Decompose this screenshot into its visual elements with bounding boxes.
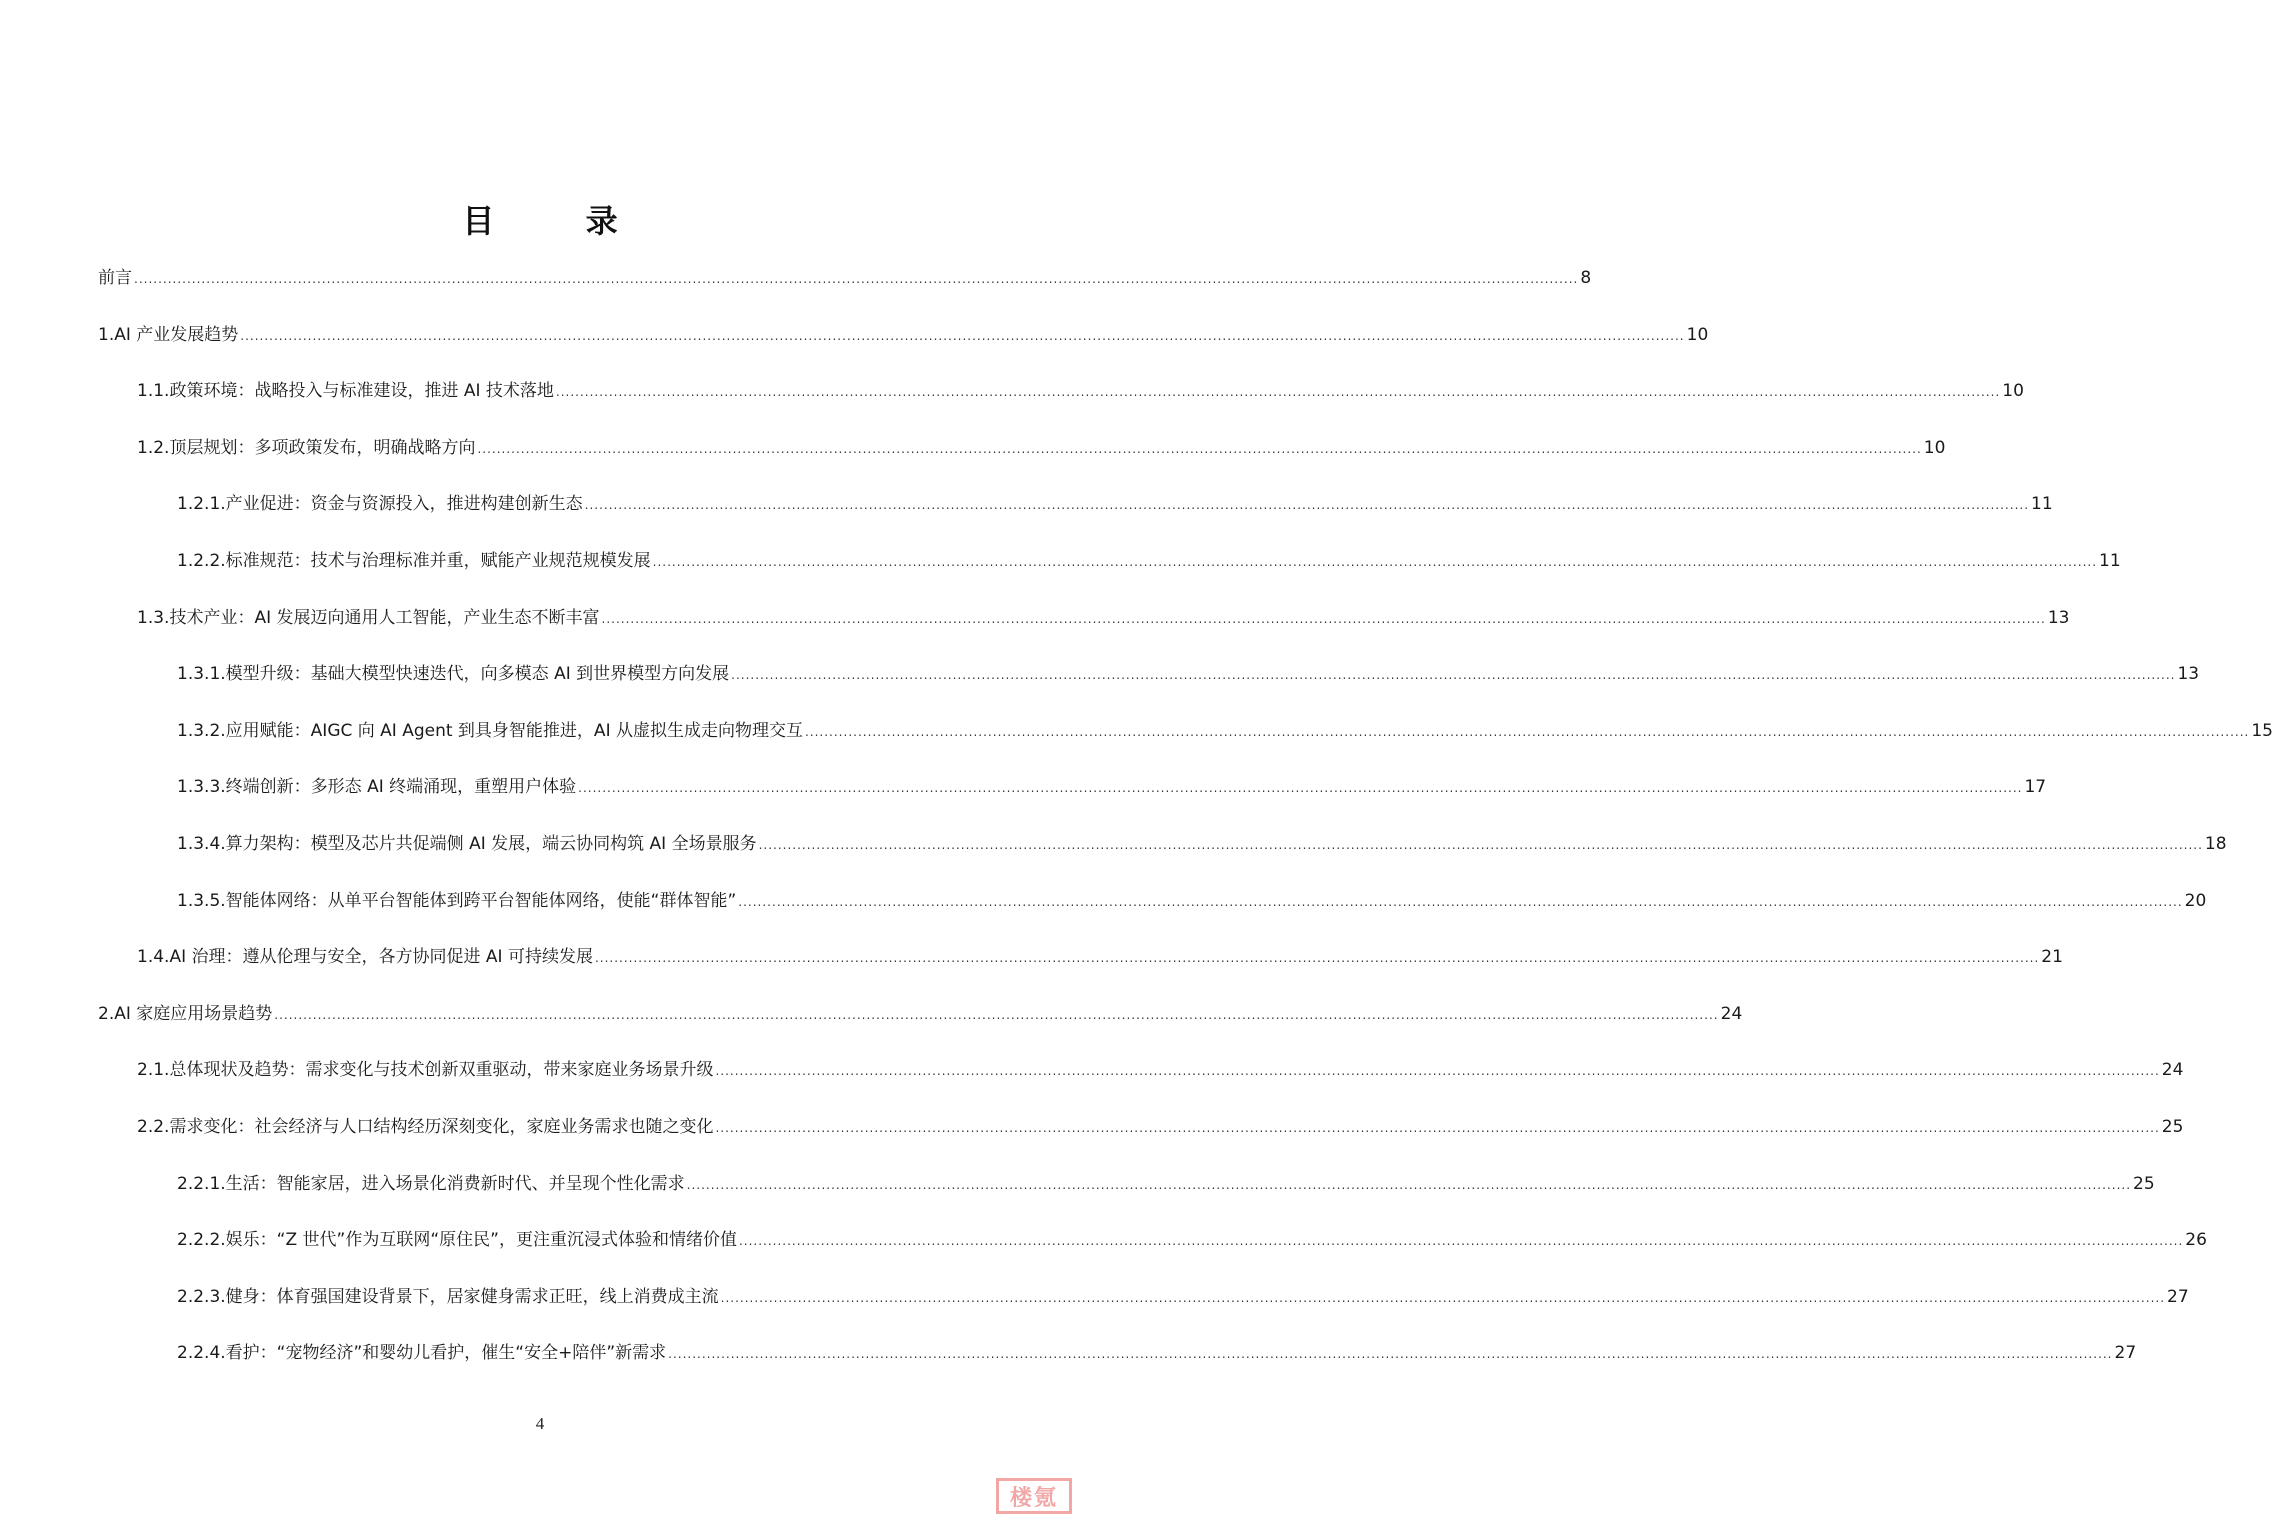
toc-leader-dots: ............................................................................................................................................................................................................................................................................................................ [731,668,2176,683]
toc-entry-title: 产业促进：资金与资源投入，推进构建创新生态 [225,494,583,515]
toc-entry-number: 1.2. [137,437,170,458]
toc-entry-page: 10 [1686,324,1709,345]
toc-entry-title: 模型升级：基础大模型快速迭代，向多模态 AI 到世界模型方向发展 [225,664,730,685]
toc-leader-dots: ............................................................................................................................................................................................................................................................................................................ [738,1234,2184,1249]
toc-entry-page: 11 [2099,551,2121,571]
toc-entry-number: 1.1. [137,381,170,402]
watermark-stamp-text: 楼氪 [1009,1484,1058,1511]
toc-leader-dots: ............................................................................................................................................................................................................................................................................................................ [720,1290,2166,1305]
toc-entry-title: 言 [115,268,132,288]
toc-entry-page: 25 [2161,1117,2184,1137]
toc-entry-title: 健身：体育强国建设背景下，居家健身需求正旺，线上消费成主流 [225,1286,719,1307]
toc-entry-title: AI 家庭应用场景趋势 [114,1003,273,1024]
toc-entry-number: 2.2.4. [177,1343,226,1364]
toc-leader-dots: ............................................................................................................................................................................................................................................................................................................ [584,498,2030,513]
toc-entry-number: 1.3. [137,607,170,628]
toc-entry-title: 政策环境：战略投入与标准建设，推进 AI 技术落地 [169,381,554,402]
toc-entry-number: 2.2.3. [177,1286,226,1307]
toc-entry-number: 1.3.1. [177,664,226,685]
toc-entry[interactable] [177,711,2273,751]
toc-entry[interactable] [177,1333,2137,1373]
toc-entry-title: 智能体网络：从单平台智能体到跨平台智能体网络，使能“群体智能” [225,890,737,911]
toc-entry-page: 27 [2114,1343,2137,1364]
toc-entry-page: 10 [2002,381,2024,402]
toc-leader-dots: ............................................................................................................................................................................................................................................................................................................ [274,1007,1719,1022]
toc-entry-title: 总体现状及趋势：需求变化与技术创新双重驱动，带来家庭业务场景升级 [169,1060,714,1081]
toc-entry-title: 终端创新：多形态 AI 终端涌现，重塑用户体验 [225,777,577,798]
toc-entry-title: 应用赋能：AIGC 向 AI Agent 到具身智能推进，AI 从虚拟生成走向物理交互 [225,720,803,741]
toc-entry-number: 1.3.2. [177,720,226,741]
toc-leader-dots: ............................................................................................................................................................................................................................................................................................................ [652,555,2098,569]
toc-entry[interactable] [177,654,2200,694]
toc-entry[interactable] [177,824,2227,864]
toc-entry-title: 标准规范：技术与治理标准并重，赋能产业规范规模发展 [225,551,651,571]
toc-leader-dots: ............................................................................................................................................................................................................................................................................................................ [477,441,1922,456]
toc-entry-title: AI 治理：遵从伦理与安全，各方协同促进 AI 可持续发展 [169,947,593,968]
toc-entry-number: 2.2.1. [177,1173,226,1194]
toc-entry-number: 2.2. [137,1117,170,1137]
toc-entry[interactable] [177,1164,2155,1204]
toc-entry-number: 2. [98,1003,115,1024]
toc-entry-page: 13 [2177,664,2200,685]
toc-entry-title: 娱乐：“Z 世代”作为互联网“原住民”，更注重沉浸式体验和情绪价值 [225,1230,737,1251]
toc-entry-number: 1.2.2. [177,551,226,571]
toc-leader-dots: ............................................................................................................................................................................................................................................................................................................ [758,838,2203,852]
toc-leader-dots: ............................................................................................................................................................................................................................................................................................................ [715,1121,2160,1135]
toc-entry[interactable] [177,1220,2207,1260]
toc-leader-dots: ............................................................................................................................................................................................................................................................................................................ [668,1347,2113,1362]
toc-leader-dots: ............................................................................................................................................................................................................................................................................................................ [578,781,2023,796]
toc-entry-page: 24 [1720,1003,1743,1024]
toc-entry[interactable] [137,428,1946,468]
toc-entry[interactable] [137,1050,2184,1090]
toc-entry-title: 看护：“宠物经济”和婴幼儿看护，催生“安全+陪伴”新需求 [225,1343,667,1364]
page-number: 4 [535,1414,545,1433]
toc-leader-dots: ............................................................................................................................................................................................................................................................................................................ [134,272,1579,286]
toc-entry[interactable] [98,994,1743,1034]
toc-entry-title: 需求变化：社会经济与人口结构经历深刻变化，家庭业务需求也随之变化 [169,1117,714,1137]
toc-leader-dots: ............................................................................................................................................................................................................................................................................................................ [240,328,1685,343]
toc-entry-page: 17 [2024,777,2047,798]
toc-entry-page: 10 [1923,437,1946,458]
toc-leader-dots: ............................................................................................................................................................................................................................................................................................................ [686,1177,2132,1192]
page-title: 目 录 [462,202,658,240]
toc-entry-page: 13 [2047,607,2070,628]
toc-leader-dots: ............................................................................................................................................................................................................................................................................................................ [715,1064,2160,1079]
toc-leader-dots: ............................................................................................................................................................................................................................................................................................................ [601,611,2046,626]
toc-entry-page: 21 [2041,947,2063,968]
toc-leader-dots: ............................................................................................................................................................................................................................................................................................................ [594,951,2040,966]
toc-entry-page: 26 [2185,1230,2207,1251]
toc-entry-title: 技术产业：AI 发展迈向通用人工智能，产业生态不断丰富 [169,607,600,628]
toc-entry-number: 2.1. [137,1060,170,1081]
toc-entry[interactable] [137,371,2024,411]
watermark-stamp [996,1478,1072,1514]
toc-entry-page: 20 [2184,890,2207,911]
toc-entry[interactable] [177,881,2207,921]
toc-entry-title: 生活：智能家居，进入场景化消费新时代、并呈现个性化需求 [225,1173,685,1194]
toc-entry-number: 1.2.1. [177,494,226,515]
toc-entry[interactable] [177,1277,2189,1317]
toc-entry-number: 前 [98,268,115,288]
toc-entry-title: 顶层规划：多项政策发布，明确战略方向 [169,437,476,458]
toc-entry-page: 24 [2161,1060,2184,1081]
toc-entry-title: AI 产业发展趋势 [114,324,239,345]
toc-entry-number: 2.2.2. [177,1230,226,1251]
toc-entry-number: 1.3.3. [177,777,226,798]
toc-entry-page: 25 [2133,1173,2155,1194]
toc-entry-page: 15 [2251,720,2273,741]
toc-entry-number: 1.3.4. [177,834,226,854]
toc-entry[interactable] [98,315,1709,355]
toc-leader-dots: ............................................................................................................................................................................................................................................................................................................ [804,724,2250,739]
toc-entry[interactable] [98,258,1592,298]
toc-entry-page: 27 [2167,1286,2189,1307]
toc-entry-page: 11 [2031,494,2053,515]
toc-entry-number: 1.3.5. [177,890,226,911]
toc-entry[interactable] [177,541,2121,581]
toc-entry-number: 1. [98,324,115,345]
toc-entry-title: 算力架构：模型及芯片共促端侧 AI 发展，端云协同构筑 AI 全场景服务 [225,834,757,854]
toc-entry-number: 1.4. [137,947,170,968]
toc-leader-dots: ............................................................................................................................................................................................................................................................................................................ [738,894,2183,909]
toc-entry[interactable] [137,1107,2184,1147]
toc-entry[interactable] [137,937,2063,977]
toc-entry[interactable] [177,484,2053,524]
toc-entry[interactable] [137,598,2070,638]
toc-entry-page: 8 [1580,268,1592,288]
toc-leader-dots: ............................................................................................................................................................................................................................................................................................................ [555,385,2001,400]
toc-entry[interactable] [177,767,2047,807]
toc-entry-page: 18 [2204,834,2227,854]
